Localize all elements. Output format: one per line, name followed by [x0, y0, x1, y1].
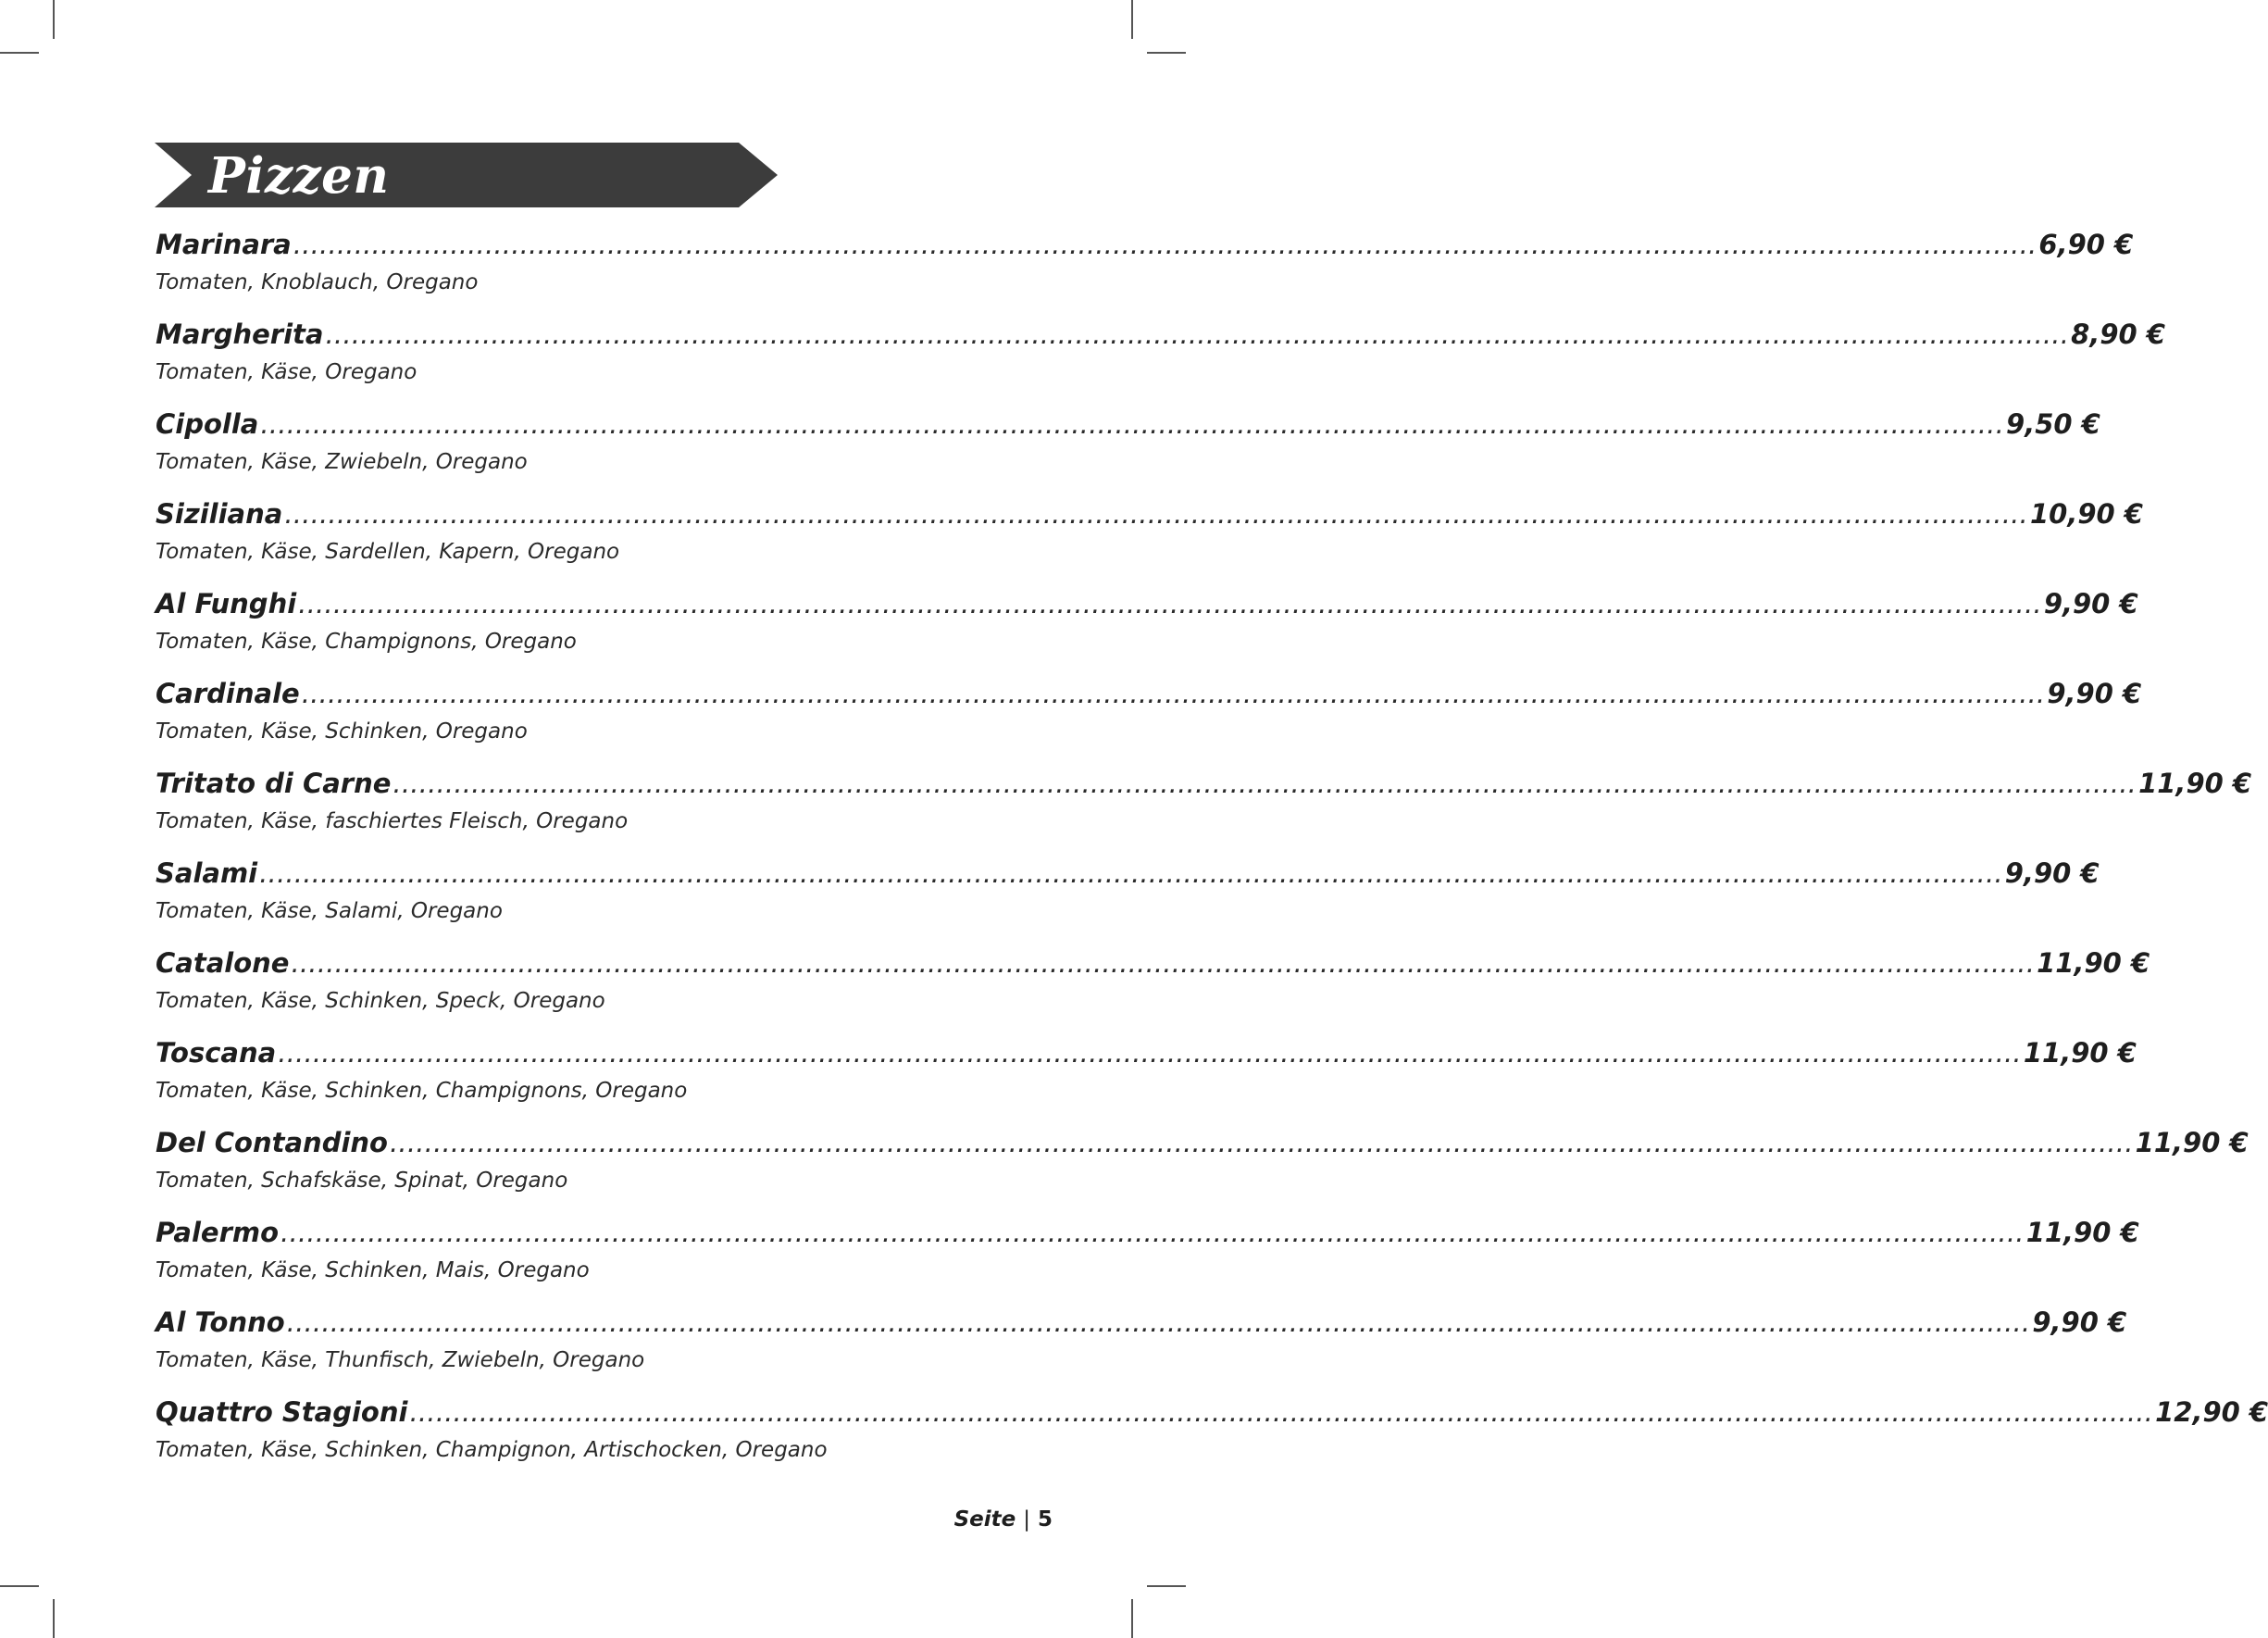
crop-mark-bottom-left-horizontal: [0, 1585, 39, 1587]
dot-leader: ........................................................................................................................................................................................................: [280, 1217, 2025, 1248]
item-price: 9,90 €: [2004, 857, 2100, 889]
item-description: Tomaten, Käse, Schinken, Speck, Oregano: [156, 989, 605, 1013]
dot-leader: ........................................................................................................................................................................................................: [260, 408, 2005, 440]
menu-item: [156, 493, 2143, 582]
dot-leader: ........................................................................................................................................................................................................: [298, 588, 2042, 619]
menu-item: [156, 1391, 2268, 1481]
item-description: Tomaten, Käse, Thunfisch, Zwiebeln, Oregano: [156, 1348, 645, 1372]
menu-item: [156, 1211, 2139, 1301]
menu-item: [156, 672, 2142, 762]
page-separator: |: [1023, 1507, 1030, 1532]
menu-item: [156, 223, 2134, 313]
section-banner: [155, 143, 778, 207]
item-price: 8,90 €: [2071, 319, 2165, 350]
page-number: 5: [1037, 1507, 1053, 1532]
item-price: 10,90 €: [2029, 498, 2143, 530]
item-price: 11,90 €: [2023, 1037, 2137, 1069]
menu-item: [156, 1301, 2127, 1391]
item-price: 11,90 €: [2135, 1127, 2249, 1158]
item-name: Catalone: [156, 947, 290, 979]
menu-item: [156, 582, 2138, 672]
dot-leader: ........................................................................................................................................................................................................: [286, 1307, 2031, 1338]
item-price: 12,90 €: [2155, 1396, 2268, 1428]
item-name: Siziliana: [156, 498, 283, 530]
item-name: Quattro Stagioni: [156, 1396, 408, 1428]
item-description: Tomaten, Käse, Champignons, Oregano: [156, 630, 577, 654]
dot-leader: ........................................................................................................................................................................................................: [291, 947, 2036, 979]
item-name: Al Funghi: [156, 588, 297, 619]
item-name: Marinara: [156, 229, 292, 260]
item-description: Tomaten, Käse, Schinken, Champignon, Artischocken, Oregano: [156, 1438, 828, 1462]
dot-leader: ........................................................................................................................................................................................................: [409, 1396, 2154, 1428]
item-description: Tomaten, Käse, Oregano: [156, 360, 417, 384]
item-description: Tomaten, Käse, Zwiebeln, Oregano: [156, 450, 528, 474]
dot-leader: ........................................................................................................................................................................................................: [393, 768, 2137, 799]
item-price: 6,90 €: [2038, 229, 2134, 260]
item-description: Tomaten, Knoblauch, Oregano: [156, 270, 479, 294]
dot-leader: ........................................................................................................................................................................................................: [293, 229, 2037, 260]
dot-leader: ........................................................................................................................................................................................................: [325, 319, 2070, 350]
dot-leader: ........................................................................................................................................................................................................: [389, 1127, 2134, 1158]
dot-leader: ........................................................................................................................................................................................................: [301, 678, 2046, 709]
item-price: 9,90 €: [2032, 1307, 2127, 1338]
item-description: Tomaten, Schafskäse, Spinat, Oregano: [156, 1169, 568, 1193]
section-title: Pizzen: [208, 147, 390, 205]
menu-item: [156, 942, 2150, 1032]
item-name: Margherita: [156, 319, 324, 350]
page-label: Seite: [953, 1507, 1016, 1532]
menu-item: [156, 403, 2100, 493]
item-description: Tomaten, Käse, Salami, Oregano: [156, 899, 503, 923]
menu-item: [156, 852, 2100, 942]
menu-item: [156, 313, 2165, 403]
dot-leader: ........................................................................................................................................................................................................: [259, 857, 2003, 889]
item-description: Tomaten, Käse, Schinken, Champignons, Oregano: [156, 1079, 688, 1103]
menu-item: [156, 1032, 2137, 1121]
crop-mark-top-left-vertical: [53, 0, 55, 39]
item-price: 9,50 €: [2006, 408, 2100, 440]
item-name: Salami: [156, 857, 258, 889]
item-name: Del Contandino: [156, 1127, 388, 1158]
item-name: Cipolla: [156, 408, 259, 440]
crop-mark-bottom-left-vertical: [53, 1599, 55, 1638]
crop-mark-top-right-vertical: [1131, 0, 1133, 39]
item-price: 9,90 €: [2043, 588, 2138, 619]
item-name: Cardinale: [156, 678, 300, 709]
item-price: 9,90 €: [2047, 678, 2142, 709]
item-price: 11,90 €: [2138, 768, 2252, 799]
item-price: 11,90 €: [2025, 1217, 2139, 1248]
item-name: Palermo: [156, 1217, 280, 1248]
crop-mark-top-right-horizontal: [1147, 52, 1186, 54]
item-name: Toscana: [156, 1037, 277, 1069]
item-name: Al Tonno: [156, 1307, 285, 1338]
item-name: Tritato di Carne: [156, 768, 392, 799]
menu-item: [156, 762, 2252, 852]
menu-item: [156, 1121, 2249, 1211]
crop-mark-top-left-horizontal: [0, 52, 39, 54]
item-description: Tomaten, Käse, faschiertes Fleisch, Oregano: [156, 809, 629, 833]
menu-list: [156, 223, 2268, 1481]
crop-mark-bottom-right-horizontal: [1147, 1585, 1186, 1587]
dot-leader: ........................................................................................................................................................................................................: [284, 498, 2028, 530]
item-description: Tomaten, Käse, Sardellen, Kapern, Oregano: [156, 540, 620, 564]
item-price: 11,90 €: [2037, 947, 2150, 979]
item-description: Tomaten, Käse, Schinken, Mais, Oregano: [156, 1258, 590, 1282]
page-footer: [954, 1507, 1053, 1532]
item-description: Tomaten, Käse, Schinken, Oregano: [156, 719, 528, 744]
crop-mark-bottom-right-vertical: [1131, 1599, 1133, 1638]
dot-leader: ........................................................................................................................................................................................................: [278, 1037, 2022, 1069]
